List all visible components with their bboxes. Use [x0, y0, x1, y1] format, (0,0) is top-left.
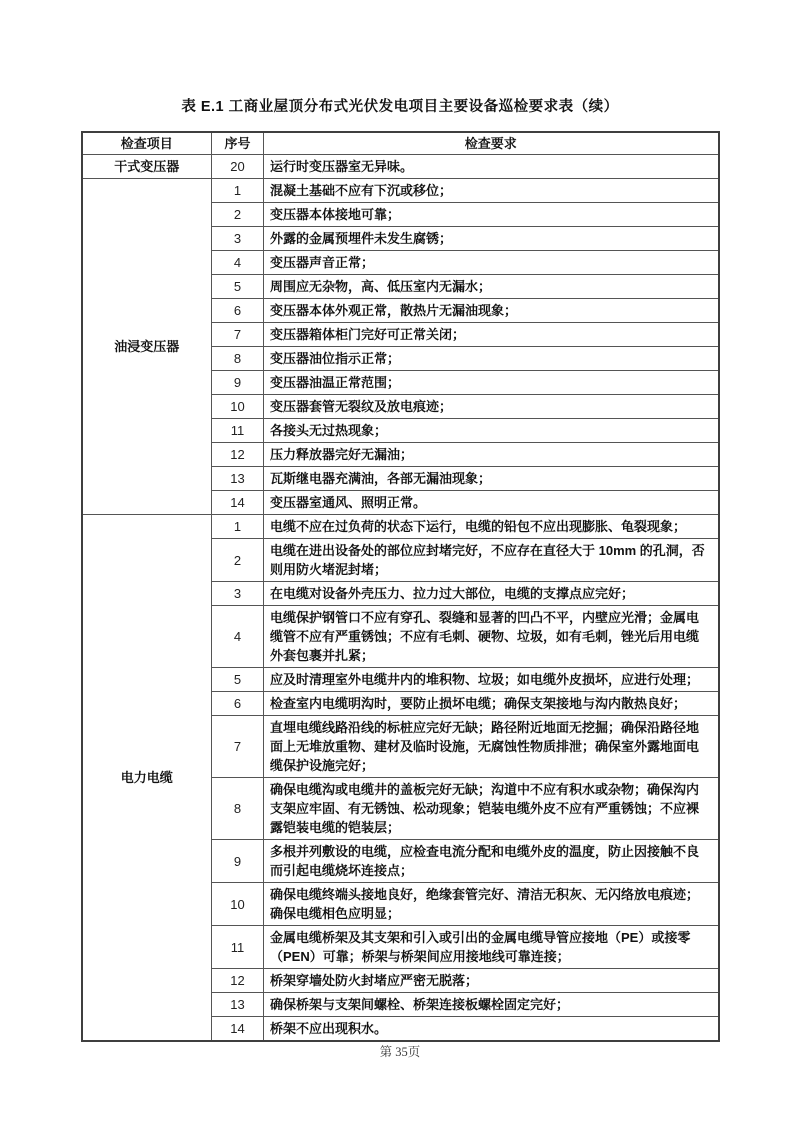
requirement-cell: 桥架穿墙处防火封堵应严密无脱落；	[264, 969, 719, 993]
requirement-cell: 在电缆对设备外壳压力、拉力过大部位，电缆的支撑点应完好；	[264, 582, 719, 606]
serial-number-cell: 2	[212, 539, 264, 582]
inspection-table	[81, 131, 720, 1042]
table-header-row	[82, 132, 719, 155]
header-inspection-item: 检查项目	[82, 132, 212, 155]
serial-number-cell: 10	[212, 883, 264, 926]
serial-number-cell: 7	[212, 323, 264, 347]
requirement-cell: 各接头无过热现象；	[264, 419, 719, 443]
requirement-cell: 直埋电缆线路沿线的标桩应完好无缺；路径附近地面无挖掘；确保沿路径地面上无堆放重物、建材及临时设施，无腐蚀性物质排泄；确保室外露地面电缆保护设施完好；	[264, 716, 719, 778]
requirement-cell: 周围应无杂物，高、低压室内无漏水；	[264, 275, 719, 299]
page-number: 第 35页	[379, 1045, 421, 1059]
serial-number-cell: 12	[212, 443, 264, 467]
requirement-cell: 变压器油温正常范围；	[264, 371, 719, 395]
serial-number-cell: 8	[212, 347, 264, 371]
inspection-item-cell: 电力电缆	[82, 515, 212, 1042]
requirement-cell: 金属电缆桥架及其支架和引入或引出的金属电缆导管应接地（PE）或接零（PEN）可靠；桥架与桥架间应用接地线可靠连接；	[264, 926, 719, 969]
requirement-cell: 应及时清理室外电缆井内的堆积物、垃圾；如电缆外皮损坏，应进行处理；	[264, 668, 719, 692]
serial-number-cell: 10	[212, 395, 264, 419]
serial-number-cell: 13	[212, 993, 264, 1017]
serial-number-cell: 8	[212, 778, 264, 840]
serial-number-cell: 6	[212, 692, 264, 716]
serial-number-cell: 1	[212, 179, 264, 203]
serial-number-cell: 3	[212, 582, 264, 606]
requirement-cell: 确保桥架与支架间螺栓、桥架连接板螺栓固定完好；	[264, 993, 719, 1017]
requirement-cell: 变压器本体外观正常，散热片无漏油现象；	[264, 299, 719, 323]
requirement-cell: 电缆不应在过负荷的状态下运行，电缆的铅包不应出现膨胀、龟裂现象；	[264, 515, 719, 539]
inspection-item-cell: 油浸变压器	[82, 179, 212, 515]
serial-number-cell: 5	[212, 668, 264, 692]
table-row	[82, 155, 719, 179]
requirement-cell: 压力释放器完好无漏油；	[264, 443, 719, 467]
serial-number-cell: 20	[212, 155, 264, 179]
table-row	[82, 179, 719, 203]
requirement-cell: 确保电缆终端头接地良好，绝缘套管完好、清洁无积灰、无闪络放电痕迹；确保电缆相色应明显；	[264, 883, 719, 926]
serial-number-cell: 4	[212, 251, 264, 275]
inspection-item-cell: 干式变压器	[82, 155, 212, 179]
serial-number-cell: 14	[212, 491, 264, 515]
serial-number-cell: 4	[212, 606, 264, 668]
serial-number-cell: 9	[212, 840, 264, 883]
serial-number-cell: 9	[212, 371, 264, 395]
header-inspection-requirement: 检查要求	[264, 132, 719, 155]
serial-number-cell: 5	[212, 275, 264, 299]
requirement-cell: 确保电缆沟或电缆井的盖板完好无缺；沟道中不应有积水或杂物；确保沟内支架应牢固、有无锈蚀、松动现象；铠装电缆外皮不应有严重锈蚀；不应裸露铠装电缆的铠装层；	[264, 778, 719, 840]
serial-number-cell: 12	[212, 969, 264, 993]
requirement-cell: 桥架不应出现积水。	[264, 1017, 719, 1042]
requirement-cell: 变压器声音正常；	[264, 251, 719, 275]
requirement-cell: 多根并列敷设的电缆，应检查电流分配和电缆外皮的温度，防止因接触不良而引起电缆烧坏连接点；	[264, 840, 719, 883]
serial-number-cell: 6	[212, 299, 264, 323]
requirement-cell: 变压器油位指示正常；	[264, 347, 719, 371]
requirement-cell: 变压器箱体柜门完好可正常关闭；	[264, 323, 719, 347]
serial-number-cell: 3	[212, 227, 264, 251]
serial-number-cell: 7	[212, 716, 264, 778]
page-title: 表 E.1 工商业屋顶分布式光伏发电项目主要设备巡检要求表（续）	[181, 99, 619, 115]
table-row	[82, 515, 719, 539]
requirement-cell: 外露的金属预埋件未发生腐锈；	[264, 227, 719, 251]
requirement-cell: 运行时变压器室无异味。	[264, 155, 719, 179]
serial-number-cell: 2	[212, 203, 264, 227]
requirement-cell: 变压器套管无裂纹及放电痕迹；	[264, 395, 719, 419]
requirement-cell: 电缆保护钢管口不应有穿孔、裂缝和显著的凹凸不平，内壁应光滑；金属电缆管不应有严重锈蚀；不应有毛刺、硬物、垃圾，如有毛刺，锉光后用电缆外套包裹并扎紧；	[264, 606, 719, 668]
serial-number-cell: 11	[212, 419, 264, 443]
requirement-cell: 变压器本体接地可靠；	[264, 203, 719, 227]
requirement-cell: 检查室内电缆明沟时，要防止损坏电缆；确保支架接地与沟内散热良好；	[264, 692, 719, 716]
requirement-cell: 混凝土基础不应有下沉或移位；	[264, 179, 719, 203]
requirement-cell: 变压器室通风、照明正常。	[264, 491, 719, 515]
serial-number-cell: 13	[212, 467, 264, 491]
requirement-cell: 瓦斯继电器充满油，各部无漏油现象；	[264, 467, 719, 491]
serial-number-cell: 14	[212, 1017, 264, 1042]
serial-number-cell: 11	[212, 926, 264, 969]
serial-number-cell: 1	[212, 515, 264, 539]
header-serial-number: 序号	[212, 132, 264, 155]
requirement-cell: 电缆在进出设备处的部位应封堵完好，不应存在直径大于 10mm 的孔洞，否则用防火堵泥封堵；	[264, 539, 719, 582]
table-body	[82, 155, 719, 1042]
